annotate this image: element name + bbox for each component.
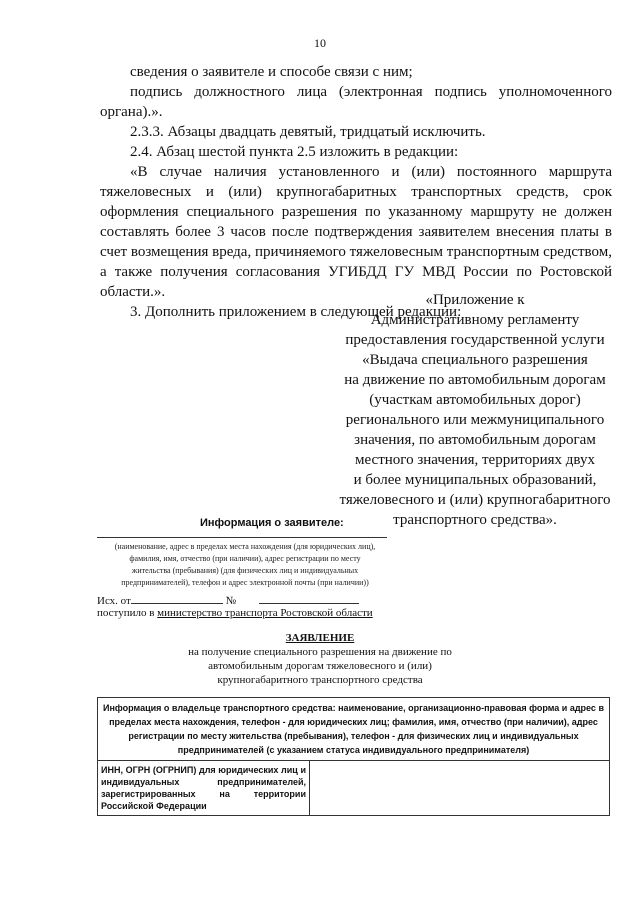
paragraph: подпись должностного лица (электронная подпись уполномоченного органа).».: [100, 84, 612, 120]
paragraph: сведения о заявителе и способе связи с ним;: [130, 64, 413, 80]
statement-heading: [0, 631, 640, 687]
paragraph: 3. Дополнить приложением в следующей редакции:: [130, 304, 462, 320]
appendix-line: «Выдача специального разрешения: [362, 352, 588, 368]
outgoing-reference-row: [97, 593, 359, 607]
ref-number-sign: №: [225, 595, 237, 607]
applicant-info-title: Информация о заявителе:: [200, 517, 344, 529]
statement-subtitle-line: автомобильным дорогам тяжеловесного и (или): [208, 660, 432, 672]
decree-body-text: [100, 62, 612, 322]
inn-ogrn-label: ИНН, ОГРН (ОГРНИП) для юридических лиц и индивидуальных предпринимателей, зарегистрированных на территории Российской Федерации: [98, 761, 310, 816]
paragraph: «В случае наличия установленного и (или) постоянного маршрута тяжеловесных и (или) крупногабаритных транспортных средств, срок оформления специального разрешения по указанному маршруту не должен составлять более 3 часов после подтверждения заявителем внесения платы в счет возмещения вреда, причиняемого тяжеловесным транспортным средством, а также получения согласования УГИБДД ГУ МВД России по Ростовской области.».: [100, 164, 612, 300]
appendix-line: Административному регламенту: [370, 312, 580, 328]
statement-subtitle-line: крупногабаритного транспортного средства: [217, 674, 423, 686]
table-row: [98, 761, 610, 816]
page-number: 10: [314, 36, 326, 50]
paragraph: 2.3.3. Абзацы двадцать девятый, тридцатый исключить.: [130, 124, 486, 140]
appendix-line: значения, по автомобильным дорогам: [354, 432, 596, 448]
application-form-table: [97, 697, 610, 816]
appendix-line: предоставления государственной услуги: [345, 332, 605, 348]
applicant-hint-caption: (наименование, адрес в пределах места нахождения (для юридических лиц), фамилия, имя, отчество (при наличии), адрес регистрации по месту жительства (пребывания) (для физических лиц и индивидуальных предпринимателей), телефон и адрес электронной почты (при наличии)): [114, 542, 376, 587]
table-row: [98, 698, 610, 761]
appendix-line: местного значения, территориях двух: [355, 452, 595, 468]
applicant-fill-line[interactable]: [97, 537, 387, 538]
appendix-line: транспортного средства».: [393, 512, 557, 528]
inn-ogrn-value-cell[interactable]: [310, 761, 610, 816]
statement-title: ЗАЯВЛЕНИЕ: [285, 632, 355, 644]
ref-number-field[interactable]: [259, 593, 359, 604]
ref-date-label: Исх. от: [97, 595, 131, 607]
appendix-line: регионального или межмуниципального: [345, 412, 605, 428]
appendix-line: и более муниципальных образований,: [353, 472, 597, 488]
received-label: поступило в: [97, 607, 155, 619]
appendix-heading: [330, 290, 620, 530]
appendix-line: на движение по автомобильным дорогам: [344, 372, 606, 388]
appendix-line: тяжеловесного и (или) крупногабаритного: [339, 492, 611, 508]
appendix-line: (участкам автомобильных дорог): [369, 392, 581, 408]
owner-info-header: Информация о владельце транспортного средства: наименование, организационно-правовая форма и адрес в пределах места нахождения, телефон - для юридических лиц; фамилия, имя, отчество (при наличии), адрес регистрации по месту жительства (пребывания), телефон - для физических лиц и индивидуальных предпринимателей (с указанием статуса индивидуального предпринимателя): [98, 698, 610, 761]
statement-subtitle-line: на получение специального разрешения на движение по: [188, 646, 452, 658]
received-org: министерство транспорта Ростовской области: [157, 607, 373, 619]
received-row: [97, 607, 373, 619]
appendix-line: «Приложение к: [425, 292, 525, 308]
paragraph: 2.4. Абзац шестой пункта 2.5 изложить в редакции:: [130, 144, 459, 160]
ref-date-field[interactable]: [131, 593, 223, 604]
